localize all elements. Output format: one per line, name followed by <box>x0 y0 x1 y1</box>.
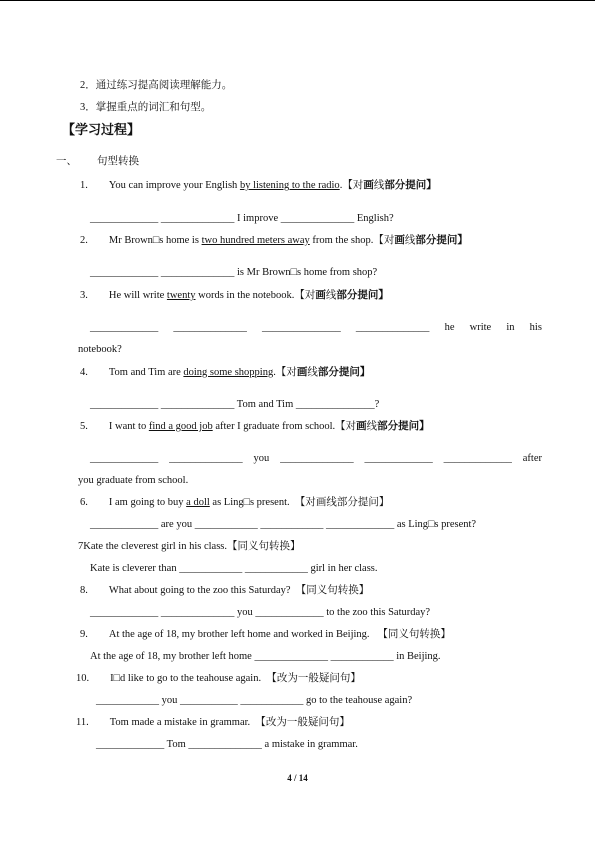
question-text: I□d like to go to the teahouse again. <box>110 673 262 684</box>
question-number: 10. <box>76 673 90 684</box>
question-2 <box>80 234 468 248</box>
answer-word: his <box>529 322 542 333</box>
question-11 <box>76 716 350 730</box>
answer-blank: ______________ <box>355 322 430 333</box>
answer-word: write <box>469 322 492 333</box>
instruction-tag: 【对画线部分提问】 <box>335 421 430 432</box>
part-number: 一、 <box>56 156 77 167</box>
part-title: 句型转换 <box>97 156 139 167</box>
underlined-phrase: twenty <box>166 290 196 301</box>
instruction-tag: 【对画线部分提问】 <box>342 180 437 191</box>
question-text: after I graduate from school. <box>212 421 336 432</box>
answer-blank: _______________ <box>262 322 341 333</box>
answer-line-7: Kate is cleverer than ____________ ____________ girl in her class. <box>90 563 378 574</box>
question-number: 6. <box>80 497 88 508</box>
question-3 <box>80 289 389 303</box>
question-text: from the shop. <box>309 235 374 246</box>
question-text: . <box>339 180 343 191</box>
instruction-tag: 【对画线部分提问】 <box>373 235 468 246</box>
answer-line-9: At the age of 18, my brother left home ______________ ____________ in Beijing. <box>90 651 441 662</box>
question-text: I want to <box>108 421 149 432</box>
answer-line-3 <box>90 321 542 335</box>
blank-spacer <box>88 421 109 432</box>
question-text: as Ling□s present. <box>209 497 290 508</box>
answer-blank: ______________ <box>173 322 247 333</box>
question-10 <box>76 672 361 686</box>
underlined-phrase: two hundred meters away <box>201 235 310 246</box>
instruction-tag: 【同义句转换】 <box>295 585 370 596</box>
answer-blank: ______________ <box>280 453 354 464</box>
answer-line-3-cont: notebook? <box>78 344 122 355</box>
question-number: 9. <box>80 629 88 640</box>
question-number: 4. <box>80 367 88 378</box>
answer-line-6: _____________ are you ____________ ____________ _____________ as Ling□s present? <box>90 519 477 530</box>
answer-line-11: _____________ Tom ______________ a mistake in grammar. <box>96 739 358 750</box>
blank-spacer <box>89 717 110 728</box>
question-number: 5. <box>80 421 88 432</box>
answer-blank: _____________ <box>443 453 512 464</box>
answer-word: you <box>253 453 270 464</box>
answer-line-4: _____________ ______________ Tom and Tim _______________? <box>90 399 380 410</box>
question-4 <box>80 366 370 380</box>
question-8 <box>80 584 369 598</box>
question-number: 8. <box>80 585 88 596</box>
answer-blank: _____________ <box>364 453 433 464</box>
answer-blank: _____________ <box>90 322 159 333</box>
answer-line-1: _____________ ______________ I improve ______________ English? <box>90 213 394 224</box>
instruction-tag: 【同义句转换】 <box>377 629 451 640</box>
question-6 <box>80 496 389 510</box>
question-5 <box>80 420 430 434</box>
answer-line-5 <box>90 452 542 466</box>
blank-spacer <box>88 235 109 246</box>
blank-spacer <box>88 629 109 640</box>
blank-spacer <box>88 585 109 596</box>
question-7: 7Kate the cleverest girl in his class.【同义句转换】 <box>78 541 301 552</box>
question-number: 2. <box>80 235 88 246</box>
objective-2: 2．通过练习提高阅读理解能力。 <box>80 80 233 91</box>
answer-word: in <box>506 322 515 333</box>
question-number: 11. <box>76 717 89 728</box>
question-text: At the age of 18, my brother left home and worked in Beijing. <box>108 629 370 640</box>
question-text: Mr Brown□s home is <box>108 235 202 246</box>
answer-line-10: ____________ you ___________ ____________ go to the teahouse again? <box>96 695 413 706</box>
underlined-phrase: a doll <box>186 497 210 508</box>
instruction-tag: 【改为一般疑问句】 <box>255 717 350 728</box>
answer-blank: _____________ <box>90 453 159 464</box>
blank-spacer <box>88 290 109 301</box>
answer-line-8: _____________ ______________ you _____________ to the zoo this Saturday? <box>90 607 431 618</box>
objective-3: 3．掌握重点的词汇和句型。 <box>80 102 212 113</box>
answer-line-5-cont: you graduate from school. <box>78 475 189 486</box>
question-text: words in the notebook. <box>195 290 295 301</box>
answer-word: he <box>444 322 455 333</box>
header-rule <box>0 0 595 1</box>
underlined-phrase: by listening to the radio <box>239 180 340 191</box>
blank-spacer <box>88 367 109 378</box>
question-9 <box>80 628 451 642</box>
instruction-tag: 【对画线部分提问】 <box>294 497 390 508</box>
question-text: He will write <box>108 290 167 301</box>
question-1 <box>80 179 437 193</box>
answer-line-2: _____________ ______________ is Mr Brown□s home from shop? <box>90 267 378 278</box>
question-text: You can improve your English <box>108 180 240 191</box>
question-number: 3. <box>80 290 88 301</box>
question-text: I am going to buy <box>108 497 187 508</box>
blank-spacer <box>88 497 109 508</box>
question-text: Tom and Tim are <box>108 367 184 378</box>
instruction-tag: 【对画线部分提问】 <box>275 367 371 378</box>
blank-spacer <box>88 180 109 191</box>
underlined-phrase: doing some shopping <box>183 367 274 378</box>
instruction-tag: 【对画线部分提问】 <box>294 290 389 301</box>
answer-word: after <box>522 453 542 464</box>
question-text: . <box>273 367 276 378</box>
instruction-tag: 【改为一般疑问句】 <box>266 673 361 684</box>
question-text: Tom made a mistake in grammar. <box>109 717 251 728</box>
answer-blank: ______________ <box>169 453 243 464</box>
blank-spacer <box>89 673 110 684</box>
page-number: 4 / 14 <box>287 773 308 783</box>
question-number: 1. <box>80 180 88 191</box>
section-title: 【学习过程】 <box>62 122 141 137</box>
underlined-phrase: find a good job <box>148 421 213 432</box>
question-text: What about going to the zoo this Saturday? <box>108 585 291 596</box>
